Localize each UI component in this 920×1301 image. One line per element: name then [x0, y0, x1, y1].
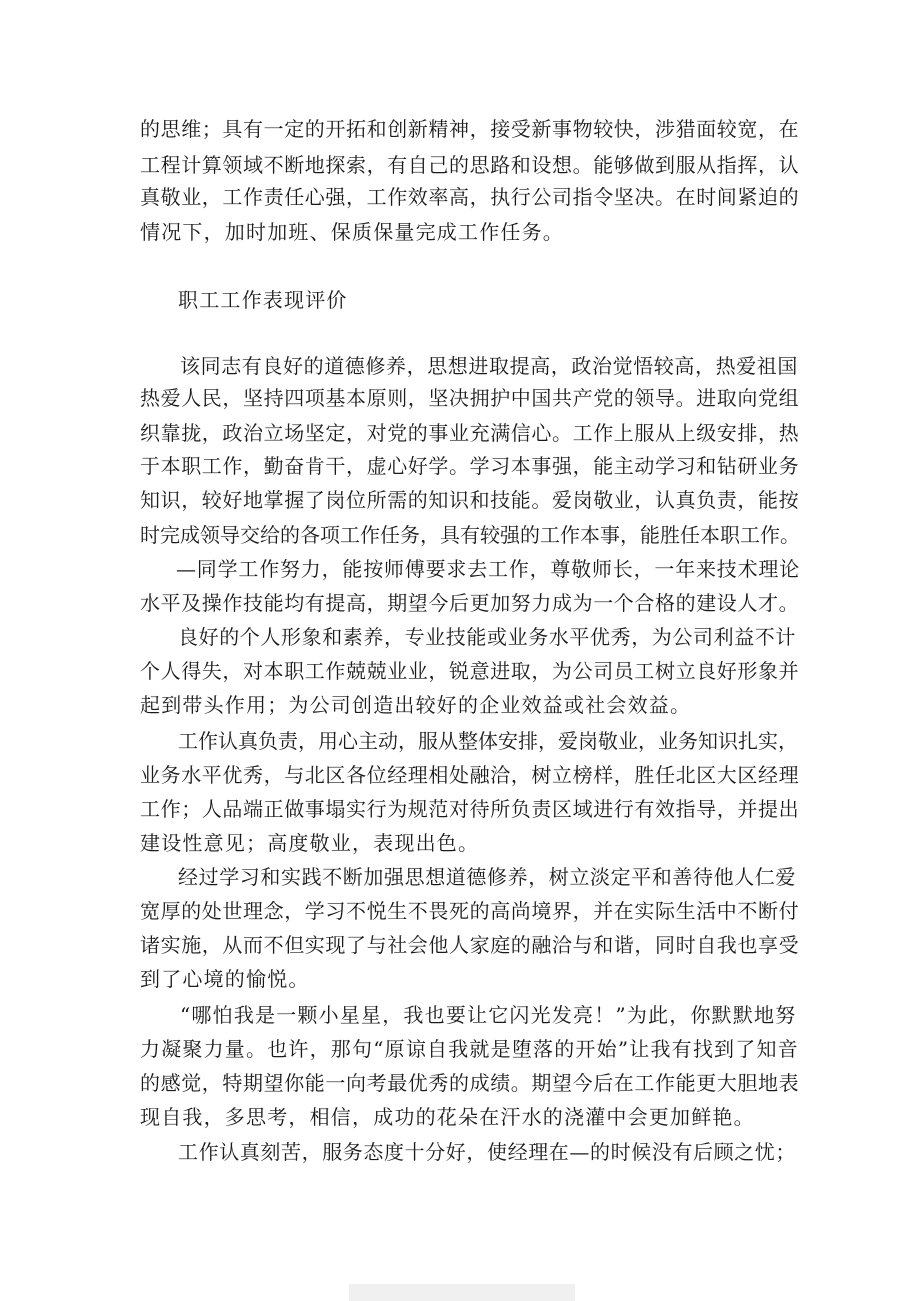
paragraph-7-line-1: “哪怕我是一颗小星星，我也要让它闪光发亮！”为此，你默默地努 [180, 1003, 797, 1027]
paragraph-6-line-3: 诸实施，从而不但实现了与社会他人家庭的融洽与和谐，同时自我也享受 [140, 933, 800, 957]
paragraph-5-line-1: 工作认真负责，用心主动，服从整体安排，爱岗敬业，业务知识扎实， [178, 729, 798, 753]
paragraph-2-line-1: 该同志有良好的道德修养，思想进取提高，政治觉悟较高，热爱祖国 [180, 354, 798, 378]
page-footer-bar [349, 1284, 575, 1301]
paragraph-2-line-4: 于本职工作，勤奋肯干，虚心好学。学习本事强，能主动学习和钻研业务 [140, 454, 800, 478]
paragraph-4-line-3: 起到带头作用；为公司创造出较好的企业效益或社会效益。 [140, 693, 692, 717]
paragraph-2-line-3: 织靠拢，政治立场坚定，对党的事业充满信心。工作上服从上级安排，热 [140, 421, 800, 445]
paragraph-5-line-2: 业务水平优秀，与北区各位经理相处融洽，树立榜样，胜任北区大区经理 [140, 763, 800, 787]
paragraph-5-line-3: 工作；人品端正做事塌实行为规范对待所负责区域进行有效指导，并提出 [140, 797, 800, 821]
paragraph-8-line-1: 工作认真刻苦，服务态度十分好，使经理在—的时候没有后顾之忧； [178, 1140, 796, 1164]
paragraph-4-line-1: 良好的个人形象和素养，专业技能或业务水平优秀，为公司利益不计 [178, 625, 796, 649]
paragraph-6-line-4: 到了心境的愉悦。 [140, 967, 310, 991]
paragraph-5-line-4: 建设性意见；高度敬业，表现出色。 [140, 831, 480, 855]
paragraph-7-line-4: 现自我，多思考，相信，成功的花朵在汗水的浇灌中会更加鲜艳。 [140, 1105, 755, 1129]
paragraph-1-line-1: 的思维；具有一定的开拓和创新精神，接受新事物较快，涉猎面较宽，在 [140, 117, 800, 141]
paragraph-2-line-2: 热爱人民，坚持四项基本原则，坚决拥护中国共产党的领导。进取向党组 [140, 386, 800, 410]
paragraph-7-line-3: 的感觉，特期望你能一向考最优秀的成绩。期望今后在工作能更大胆地表 [140, 1071, 800, 1095]
paragraph-6-line-2: 宽厚的处世理念，学习不悦生不畏死的高尚境界，并在实际生活中不断付 [140, 899, 800, 923]
paragraph-1-line-2: 工程计算领域不断地探索，有自己的思路和设想。能够做到服从指挥，认 [140, 153, 800, 177]
paragraph-4-line-2: 个人得失，对本职工作兢兢业业，锐意进取，为公司员工树立良好形象并 [140, 659, 800, 683]
paragraph-6-line-1: 经过学习和实践不断加强思想道德修养，树立淡定平和善待他人仁爱 [178, 865, 796, 889]
paragraph-2-line-5: 知识，较好地掌握了岗位所需的知识和技能。爱岗敬业，认真负责，能按 [140, 488, 800, 512]
paragraph-1-line-4: 情况下，加时加班、保质保量完成工作任务。 [140, 220, 564, 244]
paragraph-3-line-1: —同学工作努力，能按师傅要求去工作，尊敬师长，一年来技术理论 [176, 557, 800, 581]
paragraph-7-line-2: 力凝聚力量。也许，那句“原谅自我就是堕落的开始”让我有找到了知音 [140, 1037, 799, 1061]
paragraph-2-line-6: 时完成领导交给的各项工作任务，具有较强的工作本事，能胜任本职工作。 [140, 523, 800, 547]
section-heading: 职工工作表现评价 [178, 288, 348, 312]
paragraph-3-line-2: 水平及操作技能均有提高，期望今后更加努力成为一个合格的建设人才。 [140, 591, 800, 615]
paragraph-1-line-3: 真敬业，工作责任心强，工作效率高，执行公司指令坚决。在时间紧迫的 [140, 185, 800, 209]
